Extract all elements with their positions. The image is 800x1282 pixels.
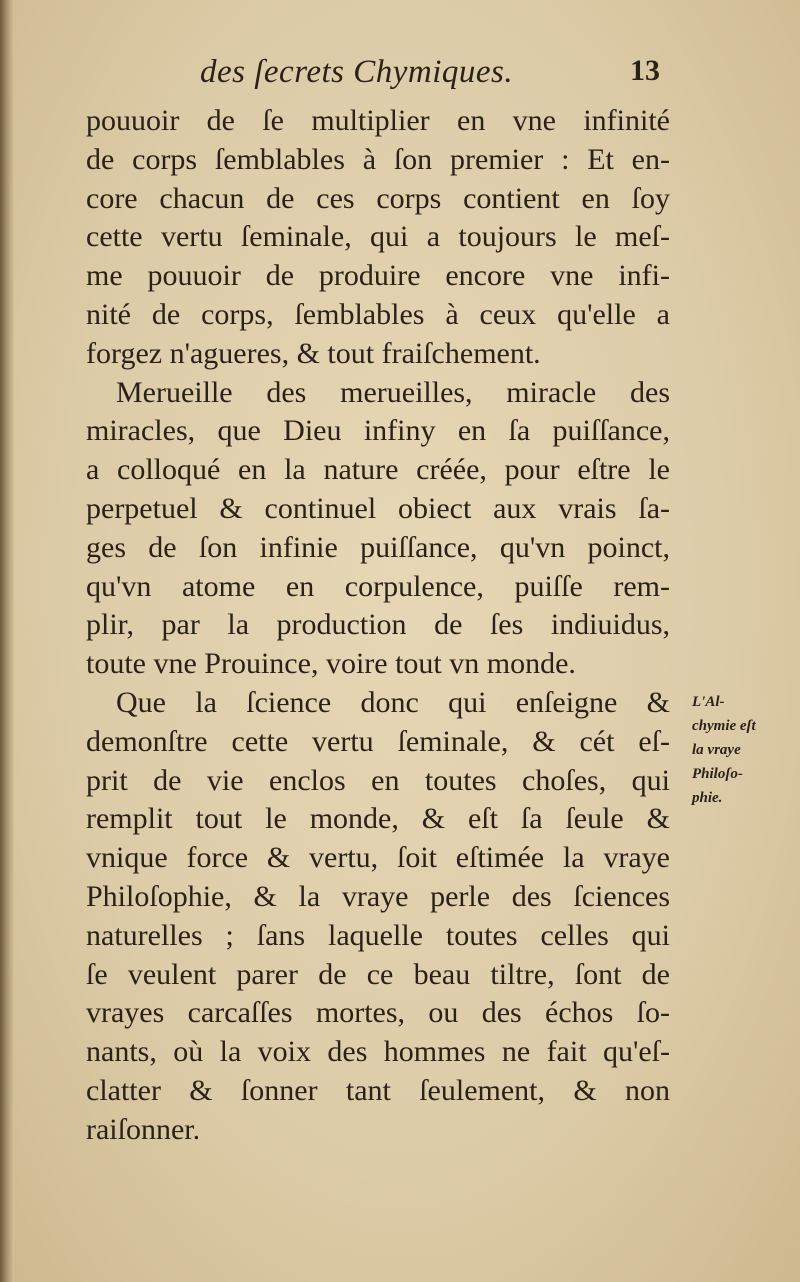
text-line: clatter & ſonner tant ſeulement, & non <box>86 1073 670 1107</box>
page-number: 13 <box>630 54 660 87</box>
text-line: nants, où la voix des hommes ne fait qu'eſ- <box>86 1035 670 1069</box>
text-line: core chacun de ces corps contient en ſoy <box>86 181 670 215</box>
text-line: demonſtre cette vertu ſeminale, & cét eſ- <box>86 724 670 758</box>
text-line: forgez n'agueres, & tout fraiſchement. <box>86 336 541 370</box>
text-line: cette vertu ſeminale, qui a toujours le meſ- <box>86 220 670 254</box>
text-line: qu'vn atome en corpulence, puiſſe rem- <box>86 569 670 603</box>
text-line: nité de corps, ſemblables à ceux qu'elle a <box>86 297 670 331</box>
text-line: Philoſophie, & la vraye perle des ſciences <box>86 879 670 913</box>
marginal-note-line: phie. <box>692 790 723 806</box>
text-line: pouuoir de ſe multiplier en vne infinité <box>86 104 670 137</box>
text-line: perpetuel & continuel obiect aux vrais ſa- <box>86 491 670 525</box>
text-line: toute vne Prouince, voire tout vn monde. <box>86 647 576 681</box>
body-text <box>86 102 670 1150</box>
text-line: a colloqué en la nature créée, pour eſtre le <box>86 453 670 487</box>
text-line: ſe veulent parer de ce beau tiltre, ſont de <box>86 957 670 991</box>
text-line: ges de ſon infinie puiſſance, qu'vn poinct, <box>86 530 670 564</box>
text-line: miracles, que Dieu infiny en ſa puiſſance, <box>86 414 670 448</box>
text-line: plir, par la production de ſes indiuidus, <box>86 608 670 642</box>
text-line: Que la ſcience donc qui enſeigne & <box>116 685 670 719</box>
text-line: naturelles ; ſans laquelle toutes celles qui <box>86 918 670 952</box>
marginal-note-line: chymie eſt <box>692 718 756 734</box>
marginal-note <box>692 690 764 810</box>
text-line: vnique force & vertu, ſoit eſtimée la vraye <box>86 841 670 875</box>
marginal-note-line: L'Al- <box>692 694 725 710</box>
marginal-note-line: la vraye <box>692 742 741 758</box>
text-line: vrayes carcaſſes mortes, ou des échos ſo- <box>86 996 670 1030</box>
text-line: de corps ſemblables à ſon premier : Et en- <box>86 142 670 176</box>
text-line: Merueille des merueilles, miracle des <box>116 375 670 409</box>
text-line: me pouuoir de produire encore vne infi- <box>86 259 670 293</box>
running-title: des ſecrets Chymiques. <box>200 54 514 90</box>
text-line: raiſonner. <box>86 1112 201 1146</box>
text-line: remplit tout le monde, & eſt ſa ſeule & <box>86 802 670 836</box>
page-header <box>200 54 660 98</box>
text-line: prit de vie enclos en toutes choſes, qui <box>86 763 670 797</box>
binding-gutter <box>0 0 14 1282</box>
marginal-note-line: Philoſo- <box>692 766 743 782</box>
